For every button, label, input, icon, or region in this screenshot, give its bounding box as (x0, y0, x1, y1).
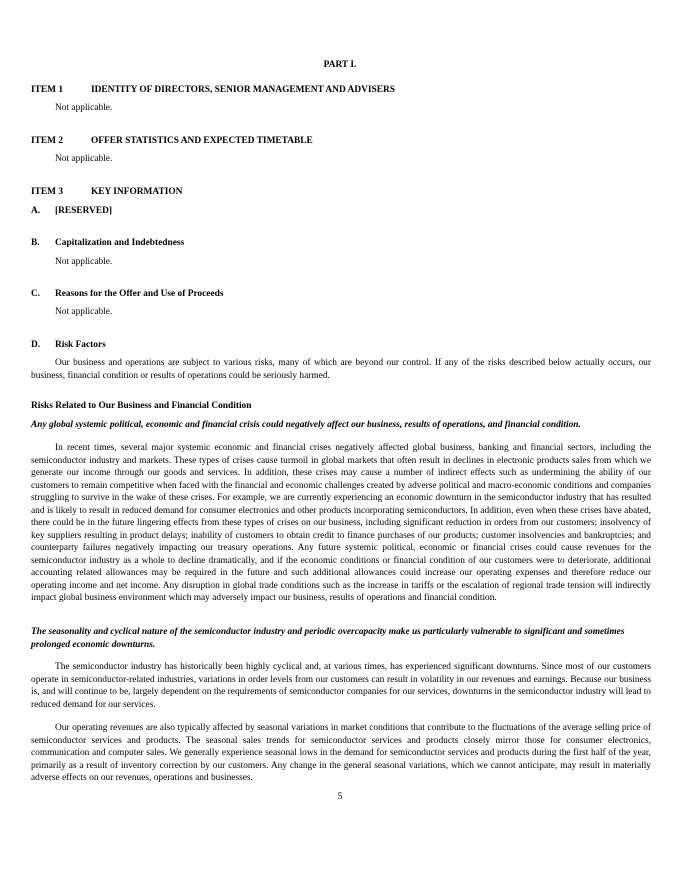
risk-section-heading: Risks Related to Our Business and Financial Condition (31, 401, 252, 411)
section-c-title: Reasons for the Offer and Use of Proceeds (55, 289, 224, 299)
section-b-body: Not applicable. (55, 257, 113, 267)
section-b-title: Capitalization and Indebtedness (55, 238, 185, 248)
item2-title: OFFER STATISTICS AND EXPECTED TIMETABLE (91, 136, 313, 146)
section-a-letter: A. (31, 206, 41, 216)
section-d-title: Risk Factors (55, 340, 106, 350)
item1-title: IDENTITY OF DIRECTORS, SENIOR MANAGEMENT AND ADVISERS (91, 85, 395, 95)
section-a-title: [RESERVED] (55, 206, 112, 216)
risk2-body1: The semiconductor industry has historically been highly cyclical and, at various times, has experienced significant downturns. Since most of our customers operate in semiconductor-related industries, variations in order levels from our customers can result in volatility in our revenues and earnings. Because our business is, and will continue to be, largely dependent on the requirements of semiconductor companies for our services, downturns in the semiconductor industry will lead to reduced demand for our services. (31, 662, 651, 710)
item1-number: ITEM 1 (31, 85, 64, 95)
section-b-letter: B. (31, 238, 40, 248)
page-number: 5 (337, 792, 343, 802)
section-d-letter: D. (31, 340, 41, 350)
item3-number: ITEM 3 (31, 187, 64, 197)
item2-number: ITEM 2 (31, 136, 64, 146)
risk-factors-intro: Our business and operations are subject to various risks, many of which are beyond our control. If any of the risks described below actually occurs, our business, financial condition or results of operations could be seriously harmed. (31, 358, 651, 381)
item3-title: KEY INFORMATION (91, 187, 183, 197)
risk2-body2: Our operating revenues are also typically affected by seasonal variations in market conditions that contribute to the fluctuations of the average selling price of semiconductor services and products. The seasonal sales trends for semiconductor services and products closely mirror those for consumer electronics, communication and computer sales. We generally experience seasonal lows in the demand for semiconductor services and products during the first half of the year, primarily as a result of inventory correction by our customers. Any change in the general seasonal variations, which we cannot anticipate, may result in materially adverse effects on our revenues, operations and businesses. (31, 723, 651, 783)
item1-body: Not applicable. (55, 103, 113, 113)
part-title: PART I. (323, 60, 357, 70)
risk2-heading: The seasonality and cyclical nature of the semiconductor industry and periodic overcapacity make us particularly vulnerable to significant and sometimes prolonged economic downturns. (31, 627, 625, 650)
risk1-heading: Any global systemic political, economic and financial crisis could negatively affect our business, results of operations, and financial condition. (31, 420, 581, 430)
section-c-letter: C. (31, 289, 41, 299)
section-c-body: Not applicable. (55, 307, 113, 317)
item2-body: Not applicable. (55, 154, 113, 164)
risk1-body: In recent times, several major systemic economic and financial crises negatively affected global business, banking and financial sectors, including the semiconductor industry and markets. These types of crises cause turmoil in global markets that often result in declines in electronic products sales from which we generate our income through our goods and services. In addition, these crises may cause a number of indirect effects such as undermining the ability of our customers to remain competitive when faced with the financial and economic challenges created by adverse political and macro-economic conditions and companies struggling to survive in the wake of these crises. For example, we are currently experiencing an economic downturn in the semiconductor industry that has resulted and is likely to result in reduced demand for consumer electronics and other products incorporating semiconductors. In addition, even when these crises have abated, there could be in the future lingering effects from these types of crises on our business, including significant reduction in orders from our customers; insolvency of key suppliers resulting in product delays; inability of customers to obtain credit to finance purchases of our products; customer insolvencies and bankruptcies; and counterparty failures negatively impacting our treasury operations. Any future systemic political, economic or financial crises could cause revenues for the semiconductor industry as a whole to decline dramatically, and if the economic conditions or financial condition of our customers were to deteriorate, additional accounting related allowances may be required in the future and such additional allowances could increase our operating expenses and therefore reduce our operating income and net income. Any disruption in global trade conditions such as the increase in tariffs or the escalation of regional trade tension will indirectly impact global business environment which may adversely impact our business, results of operations and financial condition. (31, 443, 651, 603)
